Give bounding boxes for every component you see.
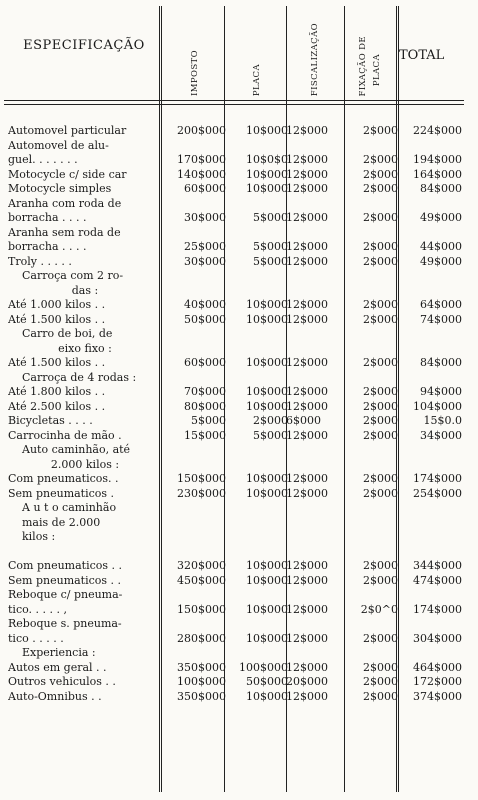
cell-fiscalizacao: 12$000 xyxy=(286,660,328,674)
cell-placa: 10$000 xyxy=(246,399,288,413)
cell-placa: 5$000 xyxy=(253,240,288,253)
header-imposto-cell xyxy=(162,0,222,100)
row-label: kilos : xyxy=(22,530,56,543)
row-label: Com pneumaticos. . xyxy=(8,472,119,485)
cell-imposto: 170$000 xyxy=(177,153,226,166)
cell-fiscalizacao: 12$000 xyxy=(286,153,328,166)
row-label: Até 2.500 kilos . . xyxy=(8,399,106,413)
cell-fixacao: 2$000 xyxy=(363,660,398,674)
table-row xyxy=(0,458,478,473)
table-row xyxy=(0,211,478,226)
cell-fiscalizacao: 12$000 xyxy=(286,631,328,645)
cell-fixacao: 2$000 xyxy=(363,356,398,369)
cell-fiscalizacao: 12$000 xyxy=(286,689,328,703)
table-row xyxy=(0,385,478,400)
cell-placa: 10$000 xyxy=(246,472,288,485)
row-label: Automovel de alu- xyxy=(8,138,109,152)
table-row xyxy=(0,153,478,168)
row-label: eixo fixo : xyxy=(58,341,112,355)
cell-placa: 5$000 xyxy=(253,428,288,442)
cell-total: 64$000 xyxy=(420,298,462,311)
table-row xyxy=(0,617,478,632)
cell-fiscalizacao: 12$000 xyxy=(286,602,328,616)
table-row xyxy=(0,371,478,386)
table-row xyxy=(0,414,478,429)
cell-total: 224$000 xyxy=(413,124,462,137)
cell-fixacao: 2$000 xyxy=(363,675,398,688)
row-label: Troly . . . . . xyxy=(8,254,72,268)
cell-total: 15$0.0 xyxy=(423,414,462,427)
cell-fiscalizacao: 12$000 xyxy=(286,254,328,268)
table-row xyxy=(0,472,478,487)
cell-total: 34$000 xyxy=(420,428,462,442)
cell-fiscalizacao: 12$000 xyxy=(286,182,328,195)
row-label: Automovel particular xyxy=(8,124,127,137)
row-label: guel. . . . . . . xyxy=(8,153,78,166)
table-row xyxy=(0,501,478,516)
cell-fiscalizacao: 12$000 xyxy=(286,486,328,500)
table-row xyxy=(0,675,478,690)
cell-fixacao: 2$000 xyxy=(363,486,398,500)
header-especificacao: ESPECIFICAÇÃO xyxy=(23,38,145,53)
cell-total: 172$000 xyxy=(413,675,462,688)
cell-imposto: 50$000 xyxy=(184,312,226,326)
cell-placa: 50$000 xyxy=(246,675,288,688)
table-row xyxy=(0,269,478,284)
table-row xyxy=(0,139,478,154)
cell-fiscalizacao: 12$000 xyxy=(286,356,328,369)
cell-total: 374$000 xyxy=(413,689,462,703)
cell-total: 84$000 xyxy=(420,182,462,195)
cell-imposto: 140$000 xyxy=(177,167,226,181)
table-row xyxy=(0,545,478,560)
cell-placa: 10$000 xyxy=(246,167,288,181)
cell-imposto: 230$000 xyxy=(177,486,226,500)
row-label: Sem pneumaticos . . xyxy=(8,573,122,587)
row-label: borracha . . . . xyxy=(8,211,87,224)
cell-imposto: 25$000 xyxy=(184,240,226,253)
row-label: Reboque s. pneuma- xyxy=(8,617,122,630)
table-row xyxy=(0,559,478,574)
table-row xyxy=(0,646,478,661)
cell-fiscalizacao: 20$000 xyxy=(286,675,328,688)
table-row xyxy=(0,226,478,241)
row-label: A u t o caminhão xyxy=(22,501,117,514)
cell-placa: 10$000 xyxy=(246,573,288,587)
row-label: Bicycletas . . . . xyxy=(8,414,93,427)
cell-imposto: 5$000 xyxy=(191,414,226,427)
cell-total: 84$000 xyxy=(420,356,462,369)
row-label: Até 1.500 kilos . . xyxy=(8,312,106,326)
cell-imposto: 450$000 xyxy=(177,573,226,587)
cell-total: 94$000 xyxy=(420,385,462,398)
cell-placa: 100$000 xyxy=(239,660,288,674)
cell-fixacao: 2$000 xyxy=(363,167,398,181)
cell-fixacao: 2$000 xyxy=(363,385,398,398)
cell-fiscalizacao: 12$000 xyxy=(286,167,328,181)
table-row xyxy=(0,690,478,705)
cell-imposto: 15$000 xyxy=(184,428,226,442)
header-rule xyxy=(4,100,464,101)
row-label: borracha . . . . xyxy=(8,240,87,253)
cell-fiscalizacao: 12$000 xyxy=(286,124,328,137)
cell-imposto: 80$000 xyxy=(184,399,226,413)
cell-placa: 10$000 xyxy=(246,559,288,572)
cell-fixacao: 2$000 xyxy=(363,631,398,645)
cell-fixacao: 2$0^0 xyxy=(360,602,398,616)
table-row xyxy=(0,182,478,197)
cell-imposto: 40$000 xyxy=(184,298,226,311)
cell-placa: 10$000 xyxy=(246,298,288,311)
cell-fiscalizacao: 12$000 xyxy=(286,573,328,587)
cell-imposto: 60$000 xyxy=(184,356,226,369)
row-label: Até 1.000 kilos . . xyxy=(8,298,106,311)
cell-imposto: 350$000 xyxy=(177,660,226,674)
cell-fixacao: 2$000 xyxy=(363,153,398,166)
cell-fiscalizacao: 12$000 xyxy=(286,559,328,572)
cell-total: 49$000 xyxy=(420,254,462,268)
row-label: tico. . . . . , xyxy=(8,602,67,616)
cell-total: 254$000 xyxy=(413,486,462,500)
cell-total: 304$000 xyxy=(413,631,462,645)
row-label: Motocycle simples xyxy=(8,182,112,195)
row-label: Carrocinha de mão . xyxy=(8,428,122,442)
header-rule xyxy=(4,104,464,105)
cell-fiscalizacao: 12$000 xyxy=(286,428,328,442)
cell-placa: 10$000 xyxy=(246,312,288,326)
cell-fixacao: 2$000 xyxy=(363,573,398,587)
header-fiscalizacao-cell xyxy=(288,0,344,100)
row-label: das : xyxy=(71,283,99,297)
cell-fixacao: 2$000 xyxy=(363,240,398,253)
header-placa: PLACA xyxy=(252,63,262,96)
header-placa-cell xyxy=(226,0,286,100)
cell-total: 194$000 xyxy=(413,153,462,166)
cell-fixacao: 2$000 xyxy=(363,559,398,572)
cell-placa: 5$000 xyxy=(253,211,288,224)
table-row xyxy=(0,327,478,342)
cell-fixacao: 2$000 xyxy=(363,414,398,427)
cell-placa: 10$000 xyxy=(246,486,288,500)
table-row xyxy=(0,255,478,270)
row-label: Sem pneumaticos . xyxy=(8,486,115,500)
cell-placa: 10$000 xyxy=(246,124,288,137)
header-fixacao-cell xyxy=(346,0,396,100)
header-fiscalizacao: FISCALIZAÇÃO xyxy=(310,22,320,96)
row-label: Motocycle c/ side car xyxy=(8,167,127,181)
cell-fixacao: 2$000 xyxy=(363,312,398,326)
row-label: Autos em geral . . xyxy=(8,660,107,674)
row-label: Com pneumaticos . . xyxy=(8,559,123,572)
table-row xyxy=(0,603,478,618)
table-row xyxy=(0,284,478,299)
table-row xyxy=(0,168,478,183)
cell-total: 164$000 xyxy=(413,167,462,181)
cell-total: 74$000 xyxy=(420,312,462,326)
header-fixacao-line2: PLACA xyxy=(372,53,382,86)
table-row xyxy=(0,588,478,603)
row-label: Até 1.500 kilos . . xyxy=(8,356,106,369)
cell-fiscalizacao: 12$000 xyxy=(286,385,328,398)
cell-total: 44$000 xyxy=(420,240,462,253)
cell-fiscalizacao: 12$000 xyxy=(286,399,328,413)
table-row xyxy=(0,356,478,371)
cell-placa: 2$000 xyxy=(253,414,288,427)
table-row xyxy=(0,487,478,502)
cell-placa: 10$000 xyxy=(246,602,288,616)
cell-total: 464$000 xyxy=(413,660,462,674)
header-imposto: IMPOSTO xyxy=(190,49,200,96)
cell-imposto: 320$000 xyxy=(177,559,226,572)
cell-placa: 10$0$0 xyxy=(246,153,288,166)
table-row xyxy=(0,661,478,676)
row-label: tico . . . . . xyxy=(8,631,64,645)
table-row xyxy=(0,240,478,255)
cell-fiscalizacao: 12$000 xyxy=(286,472,328,485)
table-row xyxy=(0,632,478,647)
table-row xyxy=(0,429,478,444)
cell-placa: 10$000 xyxy=(246,689,288,703)
cell-imposto: 30$000 xyxy=(184,211,226,224)
cell-fiscalizacao: 12$000 xyxy=(286,312,328,326)
cell-placa: 10$000 xyxy=(246,385,288,398)
cell-placa: 10$000 xyxy=(246,356,288,369)
row-label: Experiencia : xyxy=(22,646,96,659)
table-row xyxy=(0,574,478,589)
table-row xyxy=(0,400,478,415)
row-label: Aranha sem roda de xyxy=(8,225,121,239)
cell-fixacao: 2$000 xyxy=(363,254,398,268)
cell-total: 474$000 xyxy=(413,573,462,587)
cell-imposto: 150$000 xyxy=(177,602,226,616)
cell-fiscalizacao: 12$000 xyxy=(286,298,328,311)
cell-fixacao: 2$000 xyxy=(363,399,398,413)
row-label: Auto-Omnibus . . xyxy=(8,689,102,703)
cell-imposto: 70$000 xyxy=(184,385,226,398)
table-row xyxy=(0,342,478,357)
row-label: Carroça de 4 rodas : xyxy=(22,370,137,384)
cell-fiscalizacao: 6$000 xyxy=(286,414,321,427)
cell-fiscalizacao: 12$000 xyxy=(286,211,328,224)
cell-imposto: 100$000 xyxy=(177,675,226,688)
cell-fixacao: 2$000 xyxy=(363,428,398,442)
row-label: Aranha com roda de xyxy=(8,196,122,210)
table-row xyxy=(0,197,478,212)
cell-fixacao: 2$000 xyxy=(363,211,398,224)
row-label: Carroça com 2 ro- xyxy=(22,269,124,282)
cell-total: 344$000 xyxy=(413,559,462,572)
row-label: 2.000 kilos : xyxy=(50,457,120,471)
cell-total: 174$000 xyxy=(413,602,462,616)
cell-placa: 5$000 xyxy=(253,254,288,268)
cell-fixacao: 2$000 xyxy=(363,298,398,311)
cell-placa: 10$000 xyxy=(246,631,288,645)
cell-fixacao: 2$000 xyxy=(363,472,398,485)
table-body xyxy=(0,124,478,704)
row-label: Reboque c/ pneuma- xyxy=(8,588,123,601)
row-label: Auto caminhão, até xyxy=(22,443,131,456)
cell-fixacao: 2$000 xyxy=(363,182,398,195)
cell-imposto: 150$000 xyxy=(177,472,226,485)
cell-imposto: 350$000 xyxy=(177,689,226,703)
table-row xyxy=(0,530,478,545)
cell-total: 104$000 xyxy=(413,399,462,413)
cell-fixacao: 2$000 xyxy=(363,689,398,703)
row-label: Até 1.800 kilos . . xyxy=(8,385,106,398)
header-fixacao-line1: FIXAÇÃO DE xyxy=(358,35,368,96)
table-row xyxy=(0,124,478,139)
cell-fiscalizacao: 12$000 xyxy=(286,240,328,253)
cell-imposto: 280$000 xyxy=(177,631,226,645)
cell-total: 174$000 xyxy=(413,472,462,485)
cell-imposto: 200$000 xyxy=(177,124,226,137)
table-row xyxy=(0,443,478,458)
cell-fixacao: 2$000 xyxy=(363,124,398,137)
table-row xyxy=(0,313,478,328)
row-label: Carro de boi, de xyxy=(22,327,113,340)
row-label: mais de 2.000 xyxy=(22,515,101,529)
cell-total: 49$000 xyxy=(420,211,462,224)
table-row xyxy=(0,298,478,313)
row-label: Outros vehiculos . . xyxy=(8,675,116,688)
cell-imposto: 60$000 xyxy=(184,182,226,195)
cell-imposto: 30$000 xyxy=(184,254,226,268)
header-total: TOTAL xyxy=(399,48,445,63)
cell-placa: 10$000 xyxy=(246,182,288,195)
table-row xyxy=(0,516,478,531)
